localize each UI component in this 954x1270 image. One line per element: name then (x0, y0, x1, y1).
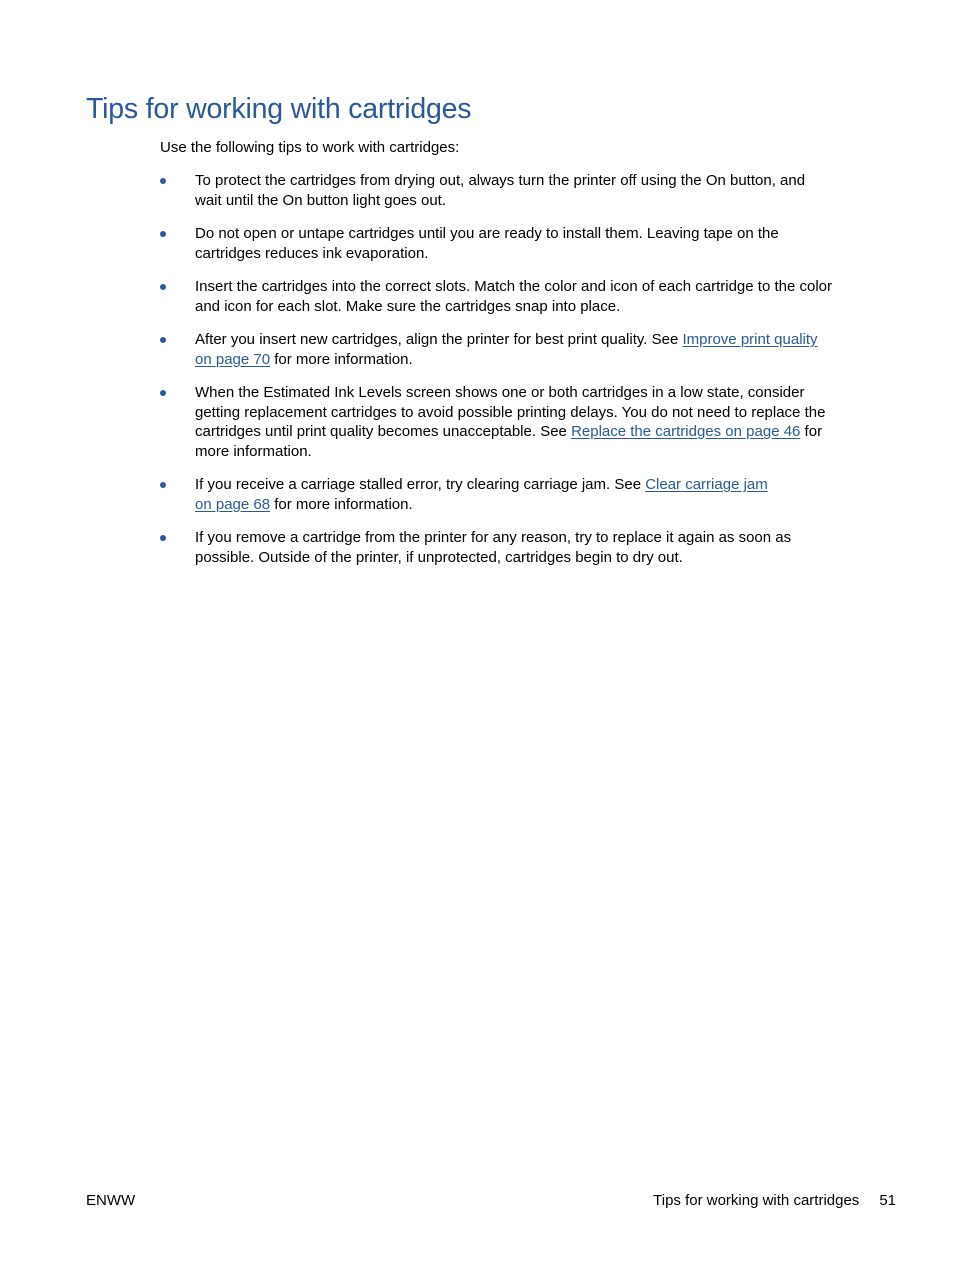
page-title: Tips for working with cartridges (86, 93, 472, 125)
tip-line (195, 330, 882, 350)
tip-text: When the Estimated Ink Levels screen shows one or both cartridges in a low state, consider (195, 383, 805, 401)
list-item (160, 277, 882, 316)
page-number: 51 (879, 1192, 896, 1209)
tip-text: Do not open or untape cartridges until you are ready to install them. Leaving tape on the (195, 224, 779, 242)
tip-text: wait until the On button light goes out. (195, 191, 446, 209)
clear-carriage-jam-page-link[interactable]: on page 68 (195, 495, 271, 513)
bullet-icon (160, 482, 166, 488)
tip-text: for (800, 423, 823, 441)
bullet-icon (160, 337, 166, 343)
footer-right (653, 1191, 896, 1210)
list-item (160, 383, 882, 461)
tip-text: If you remove a cartridge from the printer for any reason, try to replace it again as soon as (195, 529, 792, 547)
tip-text: and icon for each slot. Make sure the cartridges snap into place. (195, 297, 621, 315)
bullet-icon (160, 231, 166, 237)
tip-line (195, 422, 882, 442)
bullet-icon (160, 284, 166, 290)
tips-list (160, 171, 882, 581)
tip-text: getting replacement cartridges to avoid possible printing delays. You do not need to replace the (195, 403, 826, 421)
tip-text: for more information. (270, 350, 413, 368)
bullet-icon (160, 178, 166, 184)
bullet-icon (160, 535, 166, 541)
tip-text: After you insert new cartridges, align the printer for best print quality. See (195, 330, 683, 348)
tip-text: Insert the cartridges into the correct slots. Match the color and icon of each cartridge to the color (195, 277, 832, 295)
list-item (160, 224, 882, 263)
list-item (160, 330, 882, 369)
tip-text: possible. Outside of the printer, if unprotected, cartridges begin to dry out. (195, 548, 683, 566)
intro-text: Use the following tips to work with cartridges: (160, 139, 460, 156)
list-item (160, 528, 882, 567)
tip-text: cartridges until print quality becomes unacceptable. See (195, 423, 572, 441)
list-item (160, 475, 882, 514)
footer-edition: ENWW (86, 1192, 136, 1209)
tip-line (195, 495, 882, 515)
improve-print-quality-page-link[interactable]: on page 70 (195, 350, 271, 368)
tip-text: for more information. (270, 495, 413, 513)
improve-print-quality-link[interactable]: Improve print quality (682, 330, 818, 348)
list-item (160, 171, 882, 210)
replace-cartridges-link[interactable]: Replace the cartridges on page 46 (571, 423, 801, 441)
tip-text: If you receive a carriage stalled error, try clearing carriage jam. See (195, 476, 646, 494)
tip-text: more information. (195, 442, 312, 460)
tip-text: cartridges reduces ink evaporation. (195, 244, 429, 262)
tip-line (195, 350, 882, 370)
tip-text: To protect the cartridges from drying out, always turn the printer off using the On button, and (195, 172, 806, 189)
bullet-icon (160, 390, 166, 396)
footer-section-title: Tips for working with cartridges (653, 1192, 860, 1209)
tip-line (195, 475, 882, 495)
clear-carriage-jam-link[interactable]: Clear carriage jam (645, 476, 768, 494)
